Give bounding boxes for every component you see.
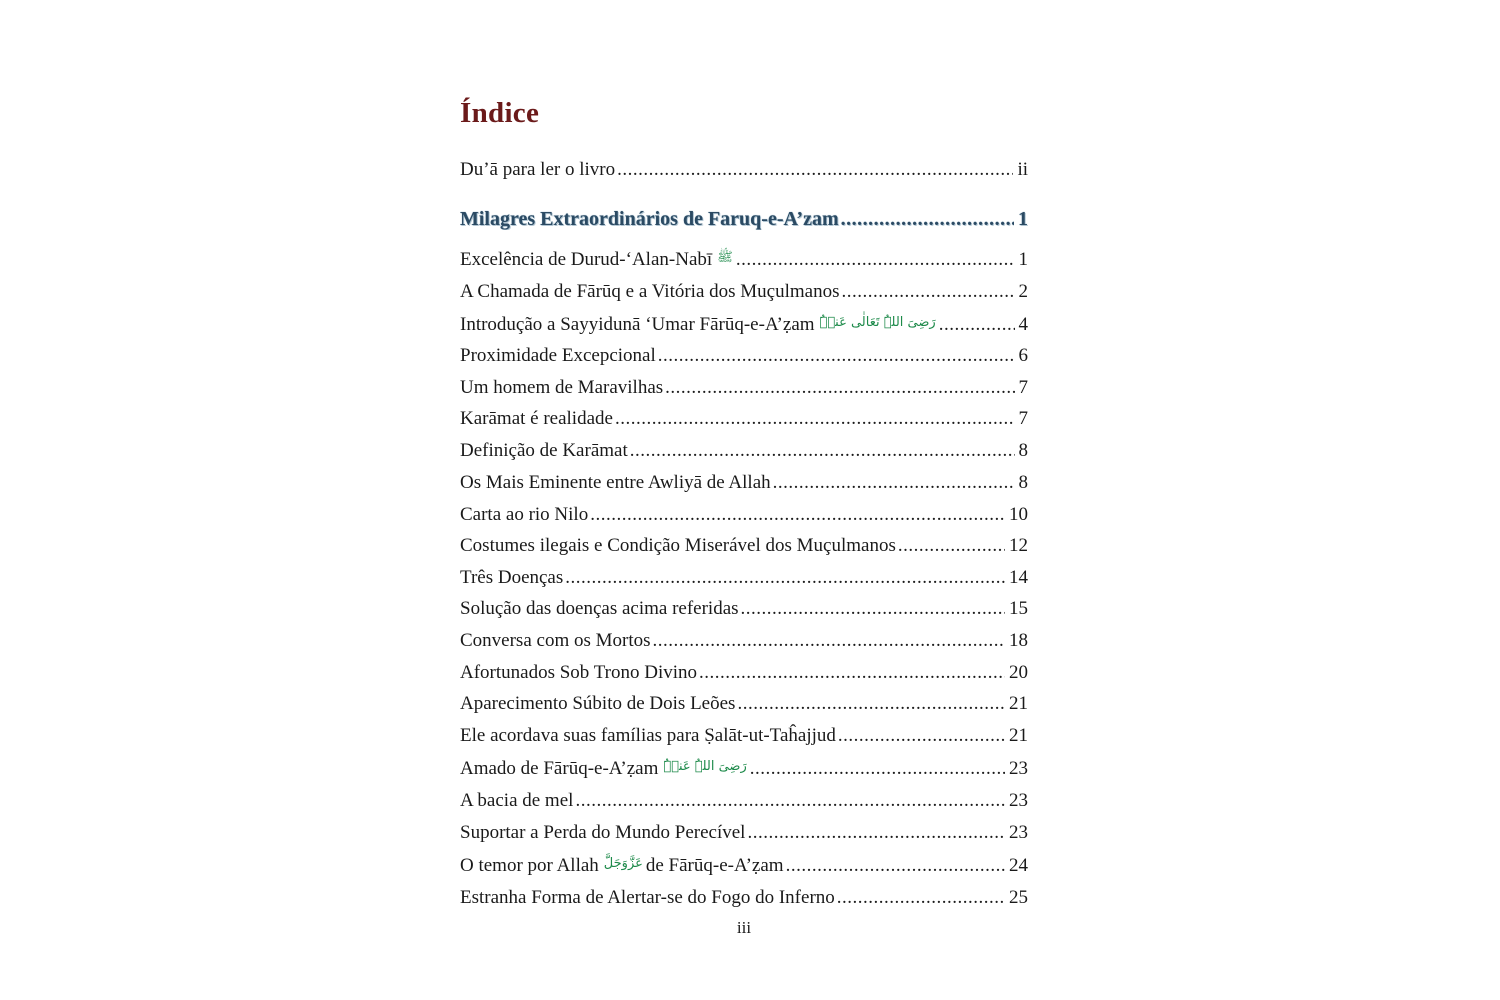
toc-entry-title: Excelência de Durud-‘Alan-Nabī [460,249,713,270]
page-footer-number: iii [736,918,752,937]
toc-entry-title: Afortunados Sob Trono Divino [460,662,697,683]
toc-entry [460,561,1028,589]
toc-page-number: 18 [1009,630,1028,651]
toc-page-number: ii [1017,159,1028,180]
toc-entry-title: Du’ā para ler o livro [460,159,616,180]
toc-entry-title: Aparecimento Súbito de Dois Leões [460,693,736,714]
toc-page-number: 6 [1018,345,1028,366]
dot-leader [665,377,1014,399]
toc-page-number: 25 [1009,887,1028,908]
dot-leader [750,758,1005,780]
toc-entry-title: Definição de Karāmat [460,440,628,461]
toc-entry [460,339,1028,367]
toc-entry-title-suffix: de Fārūq-e-A’ẓam [645,855,784,876]
toc-entry [460,656,1028,684]
dot-leader [939,314,1015,336]
toc-entry [460,243,1028,271]
toc-entry-title: Carta ao rio Nilo [460,504,589,525]
toc-page-number: 24 [1009,855,1028,876]
toc-page-number: 1 [1018,249,1028,270]
toc-entry [460,153,1028,181]
dot-leader [630,440,1015,462]
arabic-honorific: رَضِیَ اللہُ عَنۡہُ [663,759,747,774]
dot-leader [653,630,1005,652]
toc-page-number: 8 [1018,440,1028,461]
toc-entry-title: Milagres Extraordinários de Faruq-e-A’zam [460,208,839,230]
dot-leader [837,887,1005,909]
toc-entry-title: Estranha Forma de Alertar-se do Fogo do Inferno [460,887,835,908]
toc-entry [460,498,1028,526]
toc-entry [460,719,1028,747]
toc-entry [460,624,1028,652]
toc-entry-title: Conversa com os Mortos [460,630,651,651]
toc-entry [460,881,1028,909]
toc-entry [460,687,1028,715]
dot-leader [736,249,1015,271]
toc-entry-title: Ele acordava suas famílias para Ṣalāt-ut-Taĥajjud [460,725,836,746]
toc-entry [460,466,1028,494]
dot-leader [590,504,1005,526]
toc-page-number: 1 [1018,208,1028,230]
toc-page-number: 21 [1009,725,1028,746]
toc-page-number: 12 [1009,535,1028,556]
toc-entry-title: Proximidade Excepcional [460,345,656,366]
dot-leader [841,208,1014,230]
dot-leader [658,345,1015,367]
toc-entry [460,784,1028,812]
toc-entry-title: Karāmat é realidade [460,408,613,429]
toc-entry [460,275,1028,303]
toc-page-number: 21 [1009,693,1028,714]
dot-leader [565,567,1005,589]
dot-leader [898,535,1005,557]
dot-leader [737,693,1005,715]
toc-entry [460,371,1028,399]
toc-page-number: 7 [1018,377,1028,398]
toc-entry [460,434,1028,462]
toc-page-number: 23 [1009,758,1028,779]
toc-page-number: 10 [1009,504,1028,525]
toc-entry [460,849,1028,877]
toc-entry-title: Três Doenças [460,567,564,588]
toc-page-number: 23 [1009,790,1028,811]
toc-entry [460,816,1028,844]
dot-leader [838,725,1005,747]
dot-leader [842,281,1015,303]
toc-entry-title: Os Mais Eminente entre Awliyā de Allah [460,472,771,493]
toc-entry [460,592,1028,620]
toc-entry-title: A bacia de mel [460,790,574,811]
toc-entry [460,402,1028,430]
toc-entry-title: Costumes ilegais e Condição Miserável dos Muçulmanos [460,535,896,556]
dot-leader [747,822,1005,844]
toc-page-number: 4 [1018,314,1028,335]
toc-page-number: 15 [1009,598,1028,619]
toc-entry-title: Suportar a Perda do Mundo Perecível [460,822,746,843]
page-title: Índice [460,97,540,129]
toc-page-number: 7 [1018,408,1028,429]
dot-leader [575,790,1005,812]
arabic-honorific: عَزَّوَجَلَّ [603,856,643,871]
book-page [460,0,1028,1000]
toc-chapter-heading [460,202,1028,230]
toc-entry-title: O temor por Allah [460,855,599,876]
toc-entry-title: Introdução a Sayyidunā ‘Umar Fārūq-e-A’ẓam [460,314,815,335]
toc-page-number: 14 [1009,567,1028,588]
toc-entry-title: A Chamada de Fārūq e a Vitória dos Muçulmanos [460,281,840,302]
dot-leader [617,159,1013,181]
toc-page-number: 20 [1009,662,1028,683]
toc-entry [460,752,1028,780]
dot-leader [615,408,1015,430]
arabic-honorific: رَضِیَ اللہُ تَعَالٰی عَنۡہُ [819,315,936,330]
toc-entry-title: Um homem de Maravilhas [460,377,664,398]
toc-page-number: 23 [1009,822,1028,843]
dot-leader [786,855,1005,877]
toc-page-number: 8 [1018,472,1028,493]
dot-leader [773,472,1015,494]
toc-entry-title: Amado de Fārūq-e-A’ẓam [460,758,659,779]
toc-entry-title: Solução das doenças acima referidas [460,598,739,619]
toc-entry [460,308,1028,336]
toc-entry [460,529,1028,557]
toc-page-number: 2 [1018,281,1028,302]
dot-leader [699,662,1005,684]
dot-leader [741,598,1005,620]
arabic-honorific: ﷺ [717,250,733,265]
